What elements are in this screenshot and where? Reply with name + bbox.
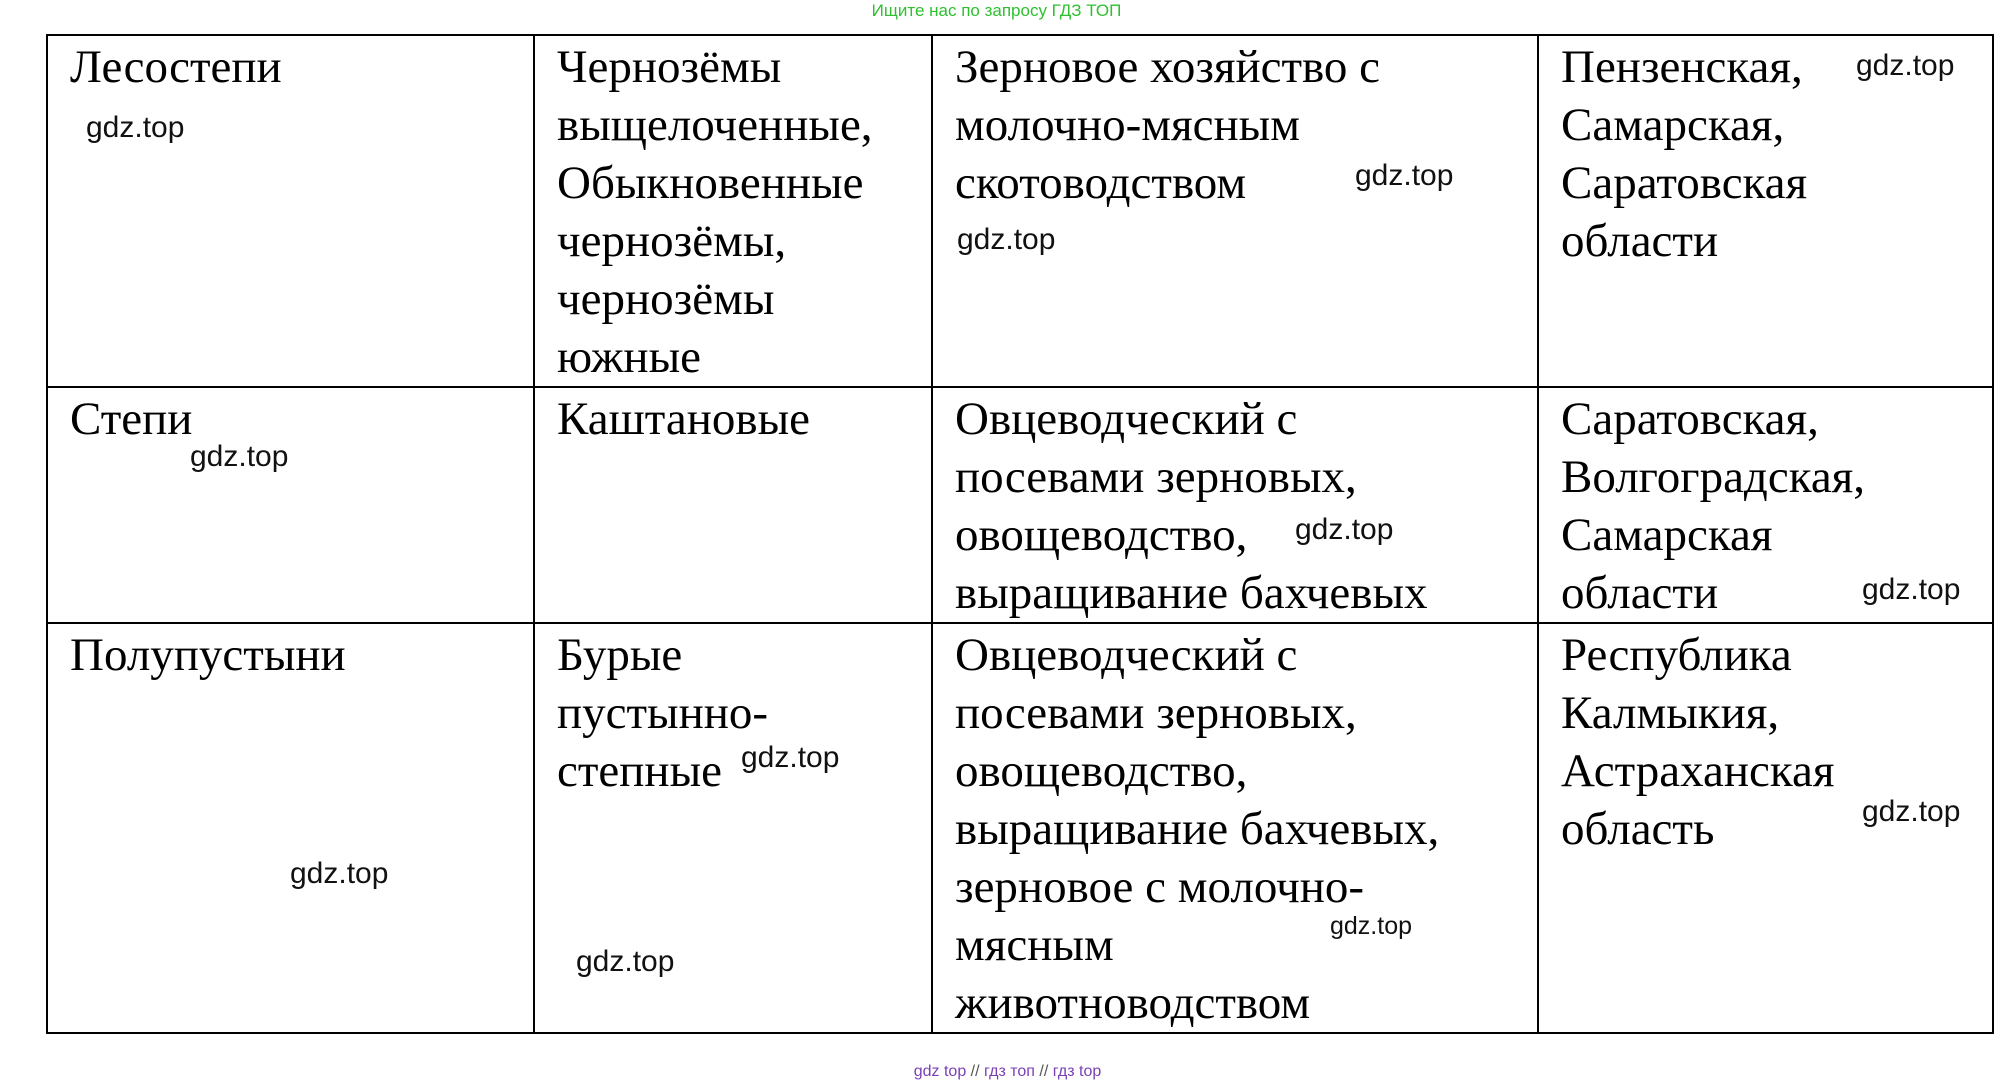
footer-separator: //	[970, 1063, 980, 1080]
cell-zone: Лесостепи	[47, 35, 534, 387]
footer-link[interactable]: гдз топ	[984, 1063, 1035, 1080]
cell-regions: Республика Калмыкия, Астраханская область	[1538, 623, 1993, 1033]
watermark: gdz.top	[957, 223, 1056, 256]
watermark: gdz.top	[1856, 49, 1955, 82]
footer-separator: //	[1039, 1063, 1049, 1080]
cell-economy: Овцеводческий с посевами зерновых, овощеводство, выращивание бахчевых	[932, 387, 1538, 623]
cell-zone: Полупустыни	[47, 623, 534, 1033]
cell-zone: Степи	[47, 387, 534, 623]
watermark: gdz.top	[1862, 573, 1961, 606]
cell-regions: Саратовская, Волгоградская, Самарская области	[1538, 387, 1993, 623]
cell-economy: Овцеводческий с посевами зерновых, овощеводство, выращивание бахчевых, зерновое с молочно- мясным животноводством	[932, 623, 1538, 1033]
watermark: gdz.top	[741, 741, 840, 774]
cell-economy: Зерновое хозяйство с молочно-мясным скотоводством	[932, 35, 1538, 387]
footer-link[interactable]: gdz top	[913, 1063, 967, 1080]
watermark: gdz.top	[290, 857, 389, 890]
watermark: gdz.top	[1862, 795, 1961, 828]
watermark: gdz.top	[1355, 159, 1454, 192]
watermark: gdz.top	[1330, 912, 1413, 940]
cell-soils: Бурые пустынно- степные	[534, 623, 932, 1033]
cell-regions: Пензенская, Самарская, Саратовская области	[1538, 35, 1993, 387]
watermark: gdz.top	[576, 945, 675, 978]
cell-soils: Каштановые	[534, 387, 932, 623]
table-row	[47, 623, 1993, 1033]
table-row	[47, 387, 1993, 623]
watermark: gdz.top	[190, 440, 289, 473]
table-row	[47, 35, 1993, 387]
footer-link[interactable]: гдз top	[1052, 1063, 1102, 1080]
search-hint-banner: Ищите нас по запросу ГДЗ ТОП	[871, 1, 1122, 20]
footer-links	[0, 1062, 2015, 1082]
cell-soils: Чернозёмы выщелоченные, Обыкновенные чернозёмы, чернозёмы южные	[534, 35, 932, 387]
watermark: gdz.top	[86, 111, 185, 144]
watermark: gdz.top	[1295, 513, 1394, 546]
